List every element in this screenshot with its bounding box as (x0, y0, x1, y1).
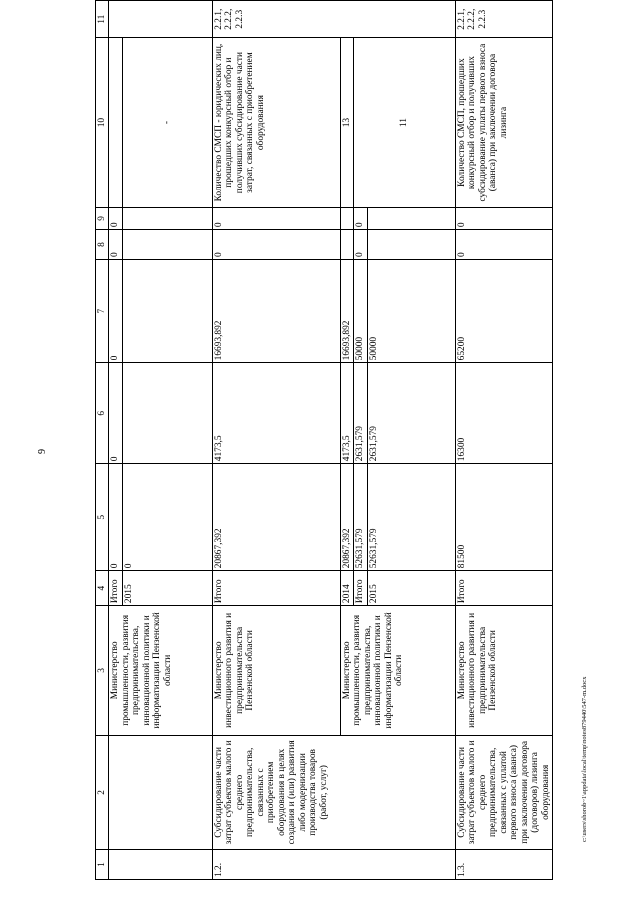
itogo-label: Итого (354, 571, 368, 606)
executor-cell: Министерство промышленности, развития предпринимательства, инновационной политики и информатизации Пензенской области (109, 606, 213, 735)
rotated-table-container (95, 0, 551, 880)
value-cell: 50000 (354, 260, 368, 363)
value-cell: 0 (109, 260, 123, 363)
measure-description: Субсидирование части затрат субъектов малого и среднего предпринимательства, связанных с уплатой первого взноса (аванса) при заключении договора (договоров) лизинга оборудования (455, 735, 553, 850)
row-number: 1.2. (212, 850, 455, 880)
table-row-prev-itogo (109, 1, 123, 880)
value-cell: 81500 (455, 464, 553, 571)
value-cell: 16693,892 (340, 260, 354, 363)
header-cell: 1 (96, 850, 109, 880)
header-cell: 7 (96, 260, 109, 363)
itogo-label: Итого (212, 571, 340, 606)
indicator-value: 13 (340, 38, 354, 207)
page-number: 9 (37, 449, 48, 454)
value-cell: 50000 (367, 260, 455, 363)
header-cell: 3 (96, 606, 109, 735)
value-cell (367, 207, 455, 229)
value-cell: 4173,5 (340, 363, 354, 464)
value-cell (122, 230, 212, 260)
value-cell: 52631,579 (354, 464, 368, 571)
year-label: 2014 (340, 571, 354, 606)
header-cell: 4 (96, 571, 109, 606)
header-row (96, 1, 109, 880)
year-label: 2015 (122, 571, 212, 606)
table-cell (109, 735, 213, 850)
footer-file-path: c:\users\shorob~1\appdata\local\temp\notes879440\547-m.docx (581, 676, 588, 842)
value-cell: 2631,579 (354, 363, 368, 464)
measure-description: Субсидирование части затрат субъектов малого и среднего предпринимательства, связанных с приобретением оборудования в целях создания и (или) развития либо модернизации производства товаров (работ, услуг) (212, 735, 455, 850)
value-cell: 16300 (455, 363, 553, 464)
value-cell: 0 (212, 207, 340, 229)
value-cell (340, 230, 354, 260)
table-cell (109, 850, 213, 880)
executor-cell: Министерство инвестиционного развития и предпринимательства Пензенской области (212, 606, 340, 735)
reference-cell: 2.2.1, 2.2.2, 2.2.3 (455, 1, 553, 38)
value-cell (367, 230, 455, 260)
header-cell: 10 (96, 38, 109, 207)
value-cell (122, 207, 212, 229)
value-cell: 20867,392 (340, 464, 354, 571)
header-cell: 2 (96, 735, 109, 850)
value-cell (122, 363, 212, 464)
value-cell: 0 (455, 230, 553, 260)
header-cell: 8 (96, 230, 109, 260)
itogo-label: Итого (455, 571, 553, 606)
value-cell: 0 (354, 207, 368, 229)
header-cell: 11 (96, 1, 109, 38)
header-cell: 6 (96, 363, 109, 464)
value-cell: 0 (109, 207, 123, 229)
value-cell: 0 (109, 230, 123, 260)
value-cell: 65200 (455, 260, 553, 363)
row-number: 1.3. (455, 850, 553, 880)
value-cell: 0 (354, 230, 368, 260)
value-cell: 2631,579 (367, 363, 455, 464)
table-row-1-3 (455, 1, 553, 880)
indicator-value: 11 (354, 38, 456, 207)
indicator-cell: Количество СМСП - юридических лиц, прошедших конкурсный отбор и получивших субсидирование части затрат, связанных с приобретением оборудования (212, 38, 340, 207)
indicator-cell: - (122, 38, 212, 207)
table-row-1-2 (212, 1, 340, 880)
header-cell: 9 (96, 207, 109, 229)
executor-cell: Министерство инвестиционного развития и предпринимательства Пензенской области (455, 606, 553, 735)
reference-cell: 2.2.1, 2.2.2, 2.2.3 (212, 1, 455, 38)
value-cell (122, 260, 212, 363)
value-cell: 0 (109, 363, 123, 464)
table-cell (109, 1, 213, 38)
executor-cell: Министерство промышленности, развития предпринимательства, инновационной политики и информатизации Пензенской области (340, 606, 455, 735)
header-cell: 5 (96, 464, 109, 571)
year-label: 2015 (367, 571, 455, 606)
indicator-cell: Количество СМСП, прошедших конкурсный отбор и получивших субсидирование уплаты первого взноса (аванса) при заключении договора лизинга (455, 38, 553, 207)
value-cell: 16693,892 (212, 260, 340, 363)
itogo-label: Итого (109, 571, 123, 606)
value-cell: 4173,5 (212, 363, 340, 464)
value-cell: 52631,579 (367, 464, 455, 571)
value-cell: 0 (109, 464, 123, 571)
table-cell (109, 38, 123, 207)
value-cell: 20867,392 (212, 464, 340, 571)
value-cell: 0 (455, 207, 553, 229)
value-cell: 0 (122, 464, 212, 571)
value-cell (340, 207, 354, 229)
value-cell: 0 (212, 230, 340, 260)
program-measures-table (95, 0, 553, 880)
